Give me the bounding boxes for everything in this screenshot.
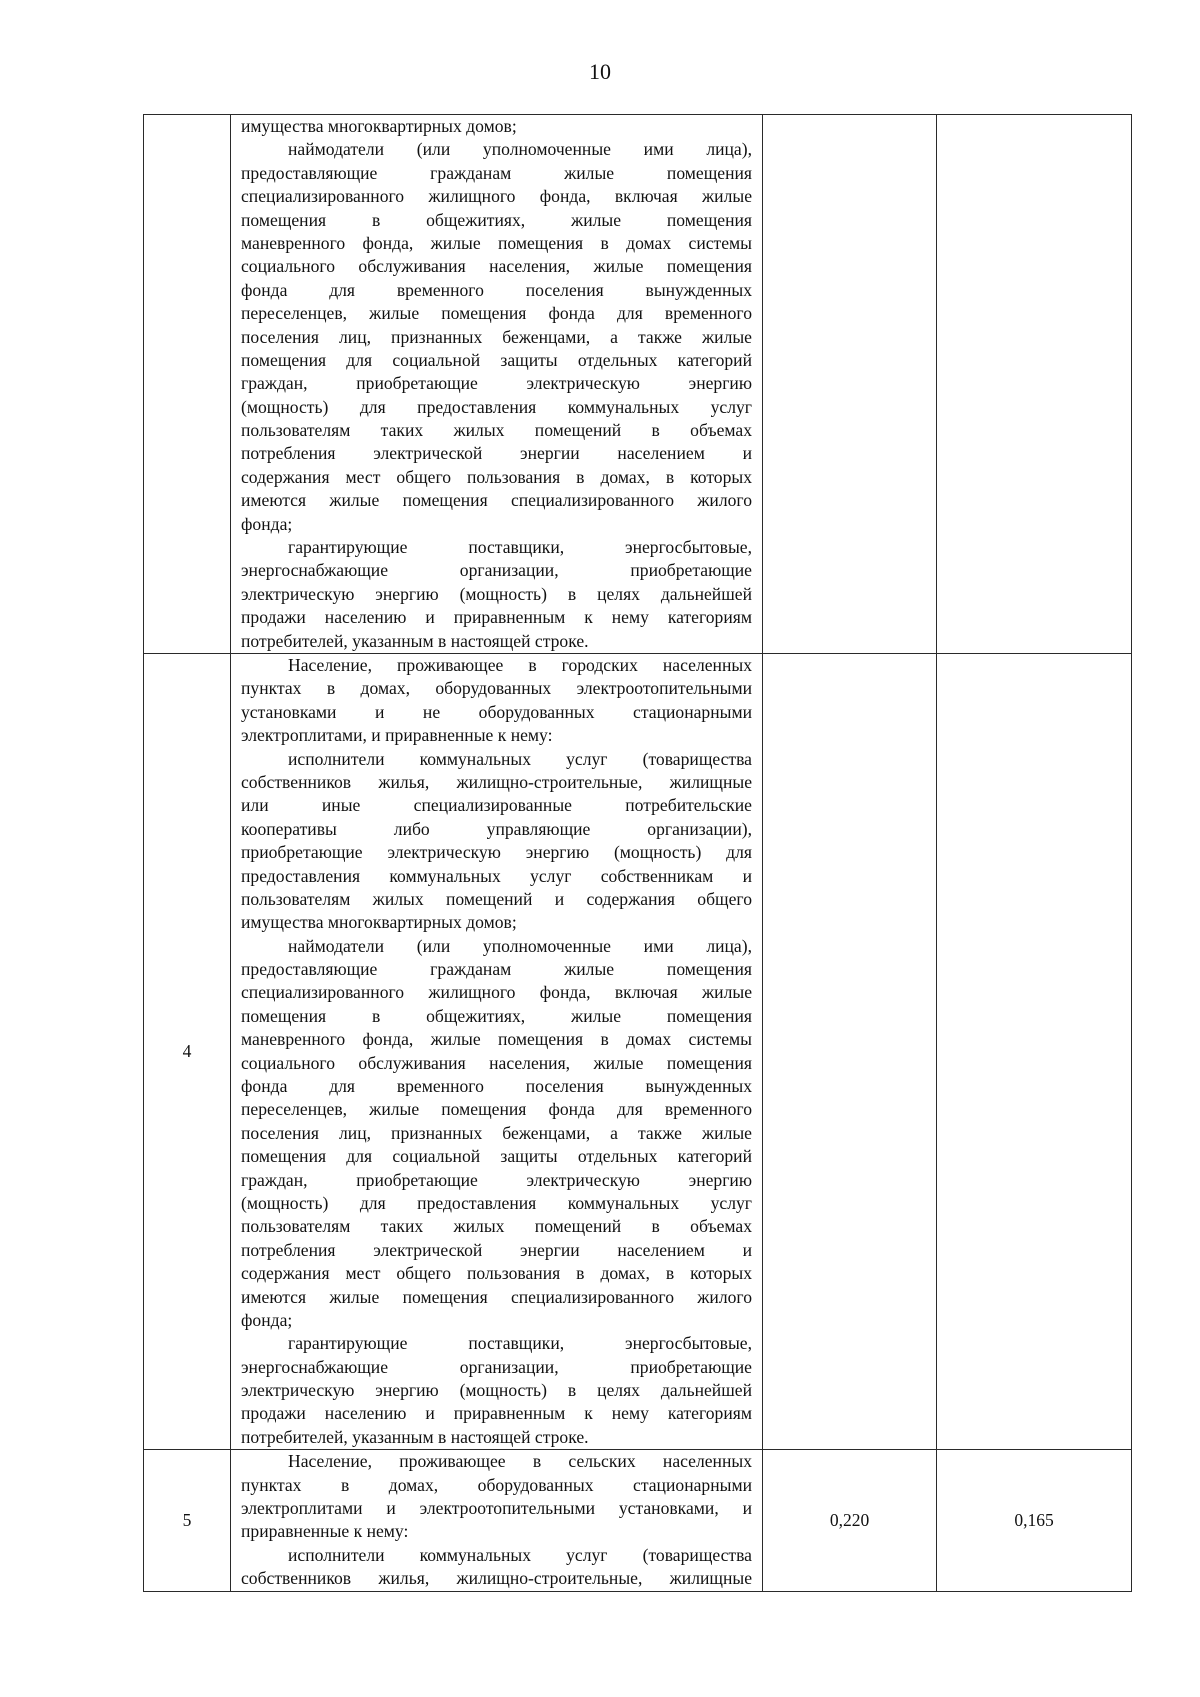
text-line: социального обслуживания населения, жилые помещения: [241, 1052, 752, 1073]
text-line: установками и не оборудованных стационарными: [241, 701, 752, 722]
tariff-value-cell-2: [937, 115, 1132, 654]
text-line: маневренного фонда, жилые помещения в домах системы: [241, 232, 752, 253]
tariff-value-cell-1: [763, 653, 937, 1449]
text-line: пунктах в домах, оборудованных электроотопительными: [241, 678, 752, 699]
row-number-cell: [144, 115, 231, 654]
text-line: содержания мест общего пользования в домах, в которых: [241, 466, 752, 487]
text-line: энергоснабжающие организации, приобретающие: [241, 1356, 752, 1377]
text-line: продажи населению и приравненным к нему категориям: [241, 607, 752, 628]
text-line: энергоснабжающие организации, приобретающие: [241, 560, 752, 581]
row-number-cell: 4: [144, 653, 231, 1449]
text-line: наймодатели (или уполномоченные ими лица),: [288, 935, 752, 956]
text-line: электроплитами и электроотопительными установками, и: [241, 1498, 752, 1519]
text-line: электрическую энергию (мощность) в целях дальнейшей: [241, 1380, 752, 1401]
text-line: фонда;: [241, 513, 293, 534]
text-line: социального обслуживания населения, жилые помещения: [241, 256, 752, 277]
text-line: (мощность) для предоставления коммунальных услуг: [241, 396, 752, 417]
page-number: 10: [589, 59, 611, 84]
text-line: специализированного жилищного фонда, включая жилые: [241, 982, 752, 1003]
text-line: содержания мест общего пользования в домах, в которых: [241, 1263, 752, 1284]
text-line: собственников жилья, жилищно-строительные, жилищные: [241, 1568, 752, 1589]
text-line: имеются жилые помещения специализированного жилого: [241, 1286, 752, 1307]
text-line: фонда для временного поселения вынужденных: [241, 1076, 752, 1097]
text-line: пользователям таких жилых помещений в объемах: [241, 420, 752, 441]
text-line: потребителей, указанным в настоящей строке.: [241, 630, 589, 651]
consumer-description-cell: [231, 115, 763, 654]
table-row: [144, 1450, 1132, 1591]
text-line: помещения в общежитиях, жилые помещения: [241, 1005, 752, 1026]
text-line: исполнители коммунальных услуг (товарищества: [288, 748, 752, 769]
text-line: потребителей, указанным в настоящей строке.: [241, 1426, 589, 1447]
text-line: поселения лиц, признанных беженцами, а также жилые: [241, 1122, 752, 1143]
text-line: потребления электрической энергии населением и: [241, 1239, 752, 1260]
text-line: имущества многоквартирных домов;: [241, 912, 517, 933]
text-line: фонда;: [241, 1309, 293, 1330]
text-line: Население, проживающее в сельских населенных: [288, 1451, 752, 1472]
text-line: граждан, приобретающие электрическую энергию: [241, 373, 752, 394]
text-line: специализированного жилищного фонда, включая жилые: [241, 186, 752, 207]
table-row: [144, 653, 1132, 1449]
text-line: электрическую энергию (мощность) в целях дальнейшей: [241, 583, 752, 604]
text-line: собственников жилья, жилищно-строительные, жилищные: [241, 771, 752, 792]
text-line: предоставления коммунальных услуг собственникам и: [241, 865, 752, 886]
text-line: гарантирующие поставщики, энергосбытовые,: [288, 1333, 752, 1354]
text-line: фонда для временного поселения вынужденных: [241, 279, 752, 300]
tariff-value-cell-2: 0,165: [937, 1450, 1132, 1591]
text-line: исполнители коммунальных услуг (товарищества: [288, 1544, 752, 1565]
text-line: помещения в общежитиях, жилые помещения: [241, 209, 752, 230]
text-line: переселенцев, жилые помещения фонда для временного: [241, 1099, 752, 1120]
text-line: продажи населению и приравненным к нему категориям: [241, 1403, 752, 1424]
text-line: кооперативы либо управляющие организации),: [241, 818, 752, 839]
tariff-value-cell-1: 0,220: [763, 1450, 937, 1591]
text-line: пунктах в домах, оборудованных стационарными: [241, 1474, 752, 1495]
consumer-description-cell: [231, 1450, 763, 1591]
text-line: имущества многоквартирных домов;: [241, 116, 517, 136]
text-line: предоставляющие гражданам жилые помещения: [241, 162, 752, 183]
text-line: помещения для социальной защиты отдельных категорий: [241, 349, 752, 370]
tariff-value-cell-2: [937, 653, 1132, 1449]
row-number-cell: 5: [144, 1450, 231, 1591]
text-line: гарантирующие поставщики, энергосбытовые,: [288, 537, 752, 558]
text-line: помещения для социальной защиты отдельных категорий: [241, 1146, 752, 1167]
text-line: поселения лиц, признанных беженцами, а также жилые: [241, 326, 752, 347]
text-line: граждан, приобретающие электрическую энергию: [241, 1169, 752, 1190]
text-line: Население, проживающее в городских населенных: [288, 654, 752, 675]
text-line: электроплитами, и приравненные к нему:: [241, 725, 553, 746]
text-line: переселенцев, жилые помещения фонда для временного: [241, 303, 752, 324]
consumer-description-cell: [231, 653, 763, 1449]
text-line: или иные специализированные потребительские: [241, 795, 752, 816]
table-row: [144, 115, 1132, 654]
text-line: (мощность) для предоставления коммунальных услуг: [241, 1192, 752, 1213]
text-line: наймодатели (или уполномоченные ими лица),: [288, 139, 752, 160]
text-line: маневренного фонда, жилые помещения в домах системы: [241, 1029, 752, 1050]
tariff-value-cell-1: [763, 115, 937, 654]
text-line: предоставляющие гражданам жилые помещения: [241, 959, 752, 980]
tariff-table: [143, 114, 1132, 1592]
text-line: имеются жилые помещения специализированного жилого: [241, 490, 752, 511]
text-line: потребления электрической энергии населением и: [241, 443, 752, 464]
text-line: приравненные к нему:: [241, 1521, 409, 1542]
text-line: пользователям таких жилых помещений в объемах: [241, 1216, 752, 1237]
text-line: пользователям жилых помещений и содержания общего: [241, 888, 752, 909]
text-line: приобретающие электрическую энергию (мощность) для: [241, 842, 752, 863]
